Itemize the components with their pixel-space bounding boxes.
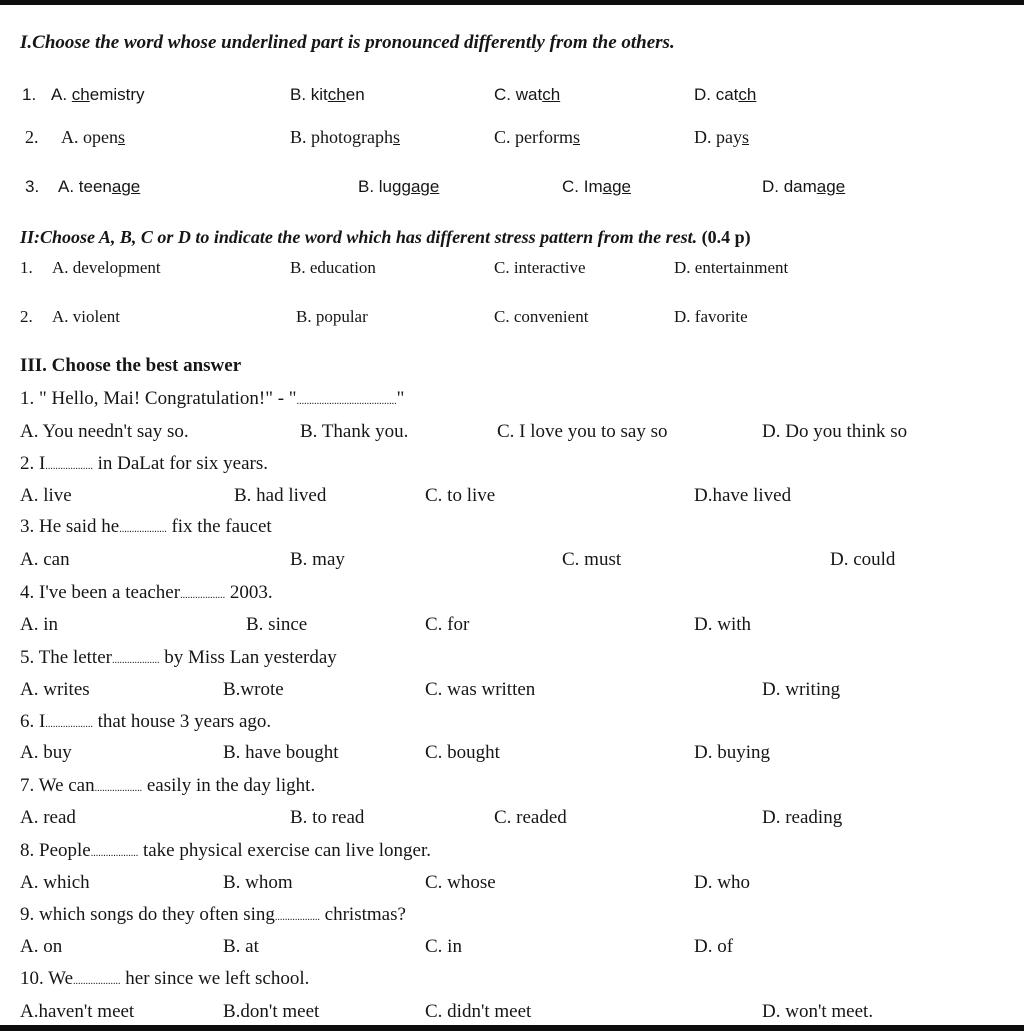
- s1-q2-option-a: A. opens: [61, 127, 126, 147]
- s3-q10-option-d: D. won't meet.: [762, 1001, 874, 1022]
- s3-q3-option-c: C. must: [562, 549, 622, 570]
- s3-q1-option-c: C. I love you to say so: [497, 421, 668, 442]
- s3-q4-option-d: D. with: [694, 614, 751, 635]
- s3-q9-option-c: C. in: [425, 936, 462, 957]
- s3-q4-stem: 4. I've been a teacher.................. 2003.: [20, 582, 273, 603]
- s3-q3-stem: 3. He said he................... fix the faucet: [20, 516, 272, 537]
- s3-q3-option-b: B. may: [290, 549, 345, 570]
- section1-title: I.Choose the word whose underlined part is pronounced differently from the others.: [20, 32, 675, 53]
- s1-q2-option-d: D. pays: [694, 127, 750, 147]
- answer-blank: ..................: [274, 912, 320, 923]
- s3-q6-option-b: B. have bought: [223, 742, 339, 763]
- answer-blank: ..................: [180, 590, 226, 601]
- s3-q9-option-a: A. on: [20, 936, 63, 957]
- s2-q1-option-c: C. interactive: [494, 258, 586, 277]
- s3-q5-option-b: B.wrote: [223, 679, 284, 700]
- section2-title: II:Choose A, B, C or D to indicate the word which has different stress pattern from the rest. (0.4 p): [20, 227, 751, 247]
- s3-q10-stem: 10. We................... her since we left school.: [20, 968, 310, 989]
- s3-q8-option-c: C. whose: [425, 872, 496, 893]
- s2-q1-number: 1.: [20, 258, 33, 277]
- s2-q2-option-b: B. popular: [296, 307, 368, 326]
- s2-q1-option-a: A. development: [52, 258, 161, 277]
- s3-q1-stem: 1. " Hello, Mai! Congratulation!" - "........................................": [20, 388, 405, 409]
- s1-q3-number: 3.: [25, 177, 40, 196]
- s3-q7-option-a: A. read: [20, 807, 76, 828]
- s2-q2-option-c: C. convenient: [494, 307, 589, 326]
- answer-blank: ...................: [90, 848, 139, 859]
- s1-q3-option-b: B. luggage: [358, 177, 440, 196]
- answer-blank: ...................: [45, 461, 93, 472]
- s3-q10-option-c: C. didn't meet: [425, 1001, 532, 1022]
- s1-q3-option-c: C. Image: [562, 177, 631, 196]
- s2-q2-number: 2.: [20, 307, 33, 326]
- s3-q9-option-b: B. at: [223, 936, 259, 957]
- s3-q3-option-d: D. could: [830, 549, 896, 570]
- s3-q6-stem: 6. I................... that house 3 years ago.: [20, 711, 272, 732]
- s3-q9-stem: 9. which songs do they often sing.................. christmas?: [20, 904, 406, 925]
- section2-points: (0.4 p): [701, 227, 751, 247]
- answer-blank: ...................: [94, 783, 143, 794]
- s3-q2-option-d: D.have lived: [694, 485, 792, 506]
- s3-q2-option-b: B. had lived: [234, 485, 327, 506]
- s3-q5-stem: 5. The letter................... by Miss Lan yesterday: [20, 647, 337, 668]
- s2-q1-option-b: B. education: [290, 258, 376, 277]
- s3-q2-option-a: A. live: [20, 485, 72, 506]
- s3-q5-option-c: C. was written: [425, 679, 536, 700]
- s3-q5-option-d: D. writing: [762, 679, 841, 700]
- s1-q2-option-c: C. performs: [494, 127, 580, 147]
- s2-q1-option-d: D. entertainment: [674, 258, 789, 277]
- s1-q3-option-d: D. damage: [762, 177, 846, 196]
- s3-q8-stem: 8. People................... take physical exercise can live longer.: [20, 840, 432, 861]
- s3-q4-option-a: A. in: [20, 614, 58, 635]
- s3-q9-option-d: D. of: [694, 936, 734, 957]
- s1-q1-number: 1.: [22, 85, 37, 104]
- s3-q4-option-b: B. since: [246, 614, 308, 635]
- s3-q5-option-a: A. writes: [20, 679, 90, 700]
- s3-q10-option-a: A.haven't meet: [20, 1001, 135, 1022]
- s3-q1-option-a: A. You needn't say so.: [20, 421, 189, 442]
- section3-title: III. Choose the best answer: [20, 355, 242, 376]
- s3-q10-option-b: B.don't meet: [223, 1001, 320, 1022]
- s3-q1-option-d: D. Do you think so: [762, 421, 908, 442]
- answer-blank: ........................................: [296, 396, 397, 407]
- s3-q2-option-c: C. to live: [425, 485, 496, 506]
- top-border: [0, 0, 1024, 5]
- s3-q7-option-d: D. reading: [762, 807, 843, 828]
- s3-q7-stem: 7. We can................... easily in the day light.: [20, 775, 316, 796]
- s3-q8-option-d: D. who: [694, 872, 750, 893]
- s1-q1-option-b: B. kitchen: [290, 85, 365, 104]
- s3-q3-option-a: A. can: [20, 549, 70, 570]
- s3-q8-option-a: A. which: [20, 872, 90, 893]
- s1-q2-option-b: B. photographs: [290, 127, 401, 147]
- s3-q6-option-c: C. bought: [425, 742, 500, 763]
- s3-q4-option-c: C. for: [425, 614, 470, 635]
- s1-q1-option-c: C. watch: [494, 85, 561, 104]
- s3-q7-option-c: C. readed: [494, 807, 567, 828]
- s3-q6-option-d: D. buying: [694, 742, 770, 763]
- s1-q3-option-a: A. teenage: [58, 177, 141, 196]
- s1-q1-option-a: A. chemistry: [51, 85, 145, 104]
- s3-q7-option-b: B. to read: [290, 807, 365, 828]
- answer-blank: ...................: [73, 976, 121, 987]
- answer-blank: ...................: [111, 655, 160, 666]
- s2-q2-option-d: D. favorite: [674, 307, 748, 326]
- s3-q6-option-a: A. buy: [20, 742, 72, 763]
- s3-q2-stem: 2. I................... in DaLat for six years.: [20, 453, 268, 474]
- bottom-border: [0, 1025, 1024, 1031]
- s1-q2-number: 2.: [25, 127, 39, 147]
- s3-q1-option-b: B. Thank you.: [300, 421, 409, 442]
- s1-q1-option-d: D. catch: [694, 85, 757, 104]
- answer-blank: ...................: [119, 524, 167, 535]
- answer-blank: ...................: [45, 719, 93, 730]
- s3-q8-option-b: B. whom: [223, 872, 293, 893]
- s2-q2-option-a: A. violent: [52, 307, 120, 326]
